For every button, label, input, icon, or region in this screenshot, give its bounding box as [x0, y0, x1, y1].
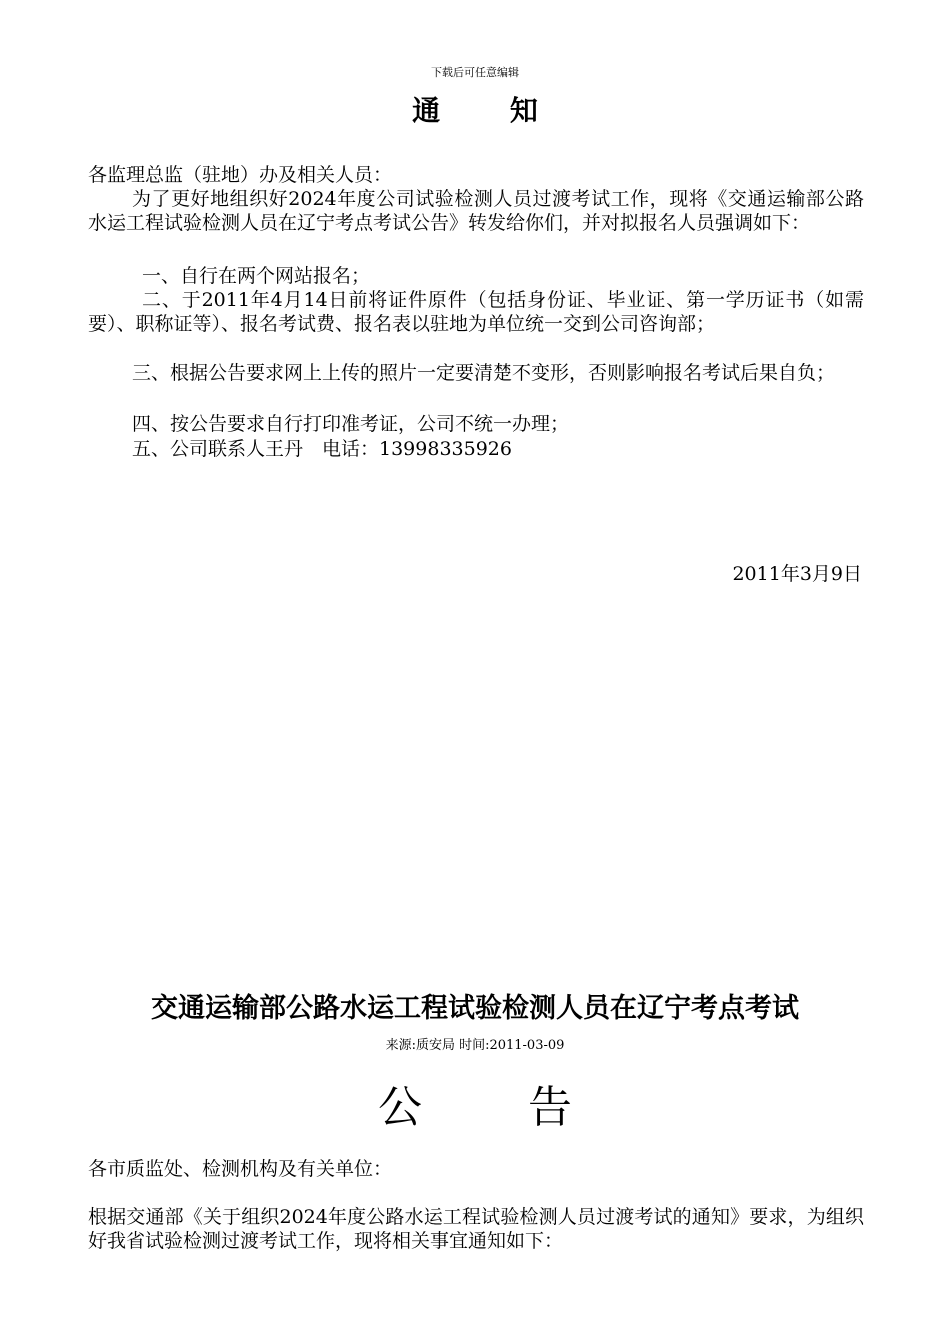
notice-item-1: 一、自行在两个网站报名；	[142, 265, 371, 287]
notice-item-3: 三、根据公告要求网上上传的照片一定要清楚不变形，否则影响报名考试后果自负；	[132, 362, 836, 384]
announcement-title: 公 告	[378, 1082, 618, 1133]
notice-item-4: 四、按公告要求自行打印准考证，公司不统一办理；	[132, 413, 570, 435]
announcement-salutation: 各市质监处、检测机构及有关单位：	[88, 1158, 393, 1180]
notice-date: 2011年3月9日	[732, 563, 862, 585]
announcement-heading: 交通运输部公路水运工程试验检测人员在辽宁考点考试	[151, 993, 799, 1024]
notice-item-2: 二、于2011年4月14日前将证件原件（包括身份证、毕业证、第一学历证书（如需要）、职称证等）、报名考试费、报名表以驻地为单位统一交到公司咨询部；	[88, 289, 864, 335]
header-note: 下载后可任意编辑	[431, 66, 519, 79]
notice-title: 通 知	[412, 94, 568, 127]
notice-salutation: 各监理总监（驻地）办及相关人员：	[88, 164, 393, 186]
notice-intro: 为了更好地组织好2024年度公司试验检测人员过渡考试工作，现将《交通运输部公路水运工程试验检测人员在辽宁考点考试公告》转发给你们，并对拟报名人员强调如下：	[88, 188, 864, 234]
announcement-paragraph: 根据交通部《关于组织2024年度公路水运工程试验检测人员过渡考试的通知》要求，为组织好我省试验检测过渡考试工作，现将相关事宜通知如下：	[88, 1206, 864, 1252]
announcement-source: 来源:质安局 时间:2011-03-09	[385, 1038, 565, 1053]
notice-item-5: 五、公司联系人王丹 电话：13998335926	[132, 438, 512, 460]
